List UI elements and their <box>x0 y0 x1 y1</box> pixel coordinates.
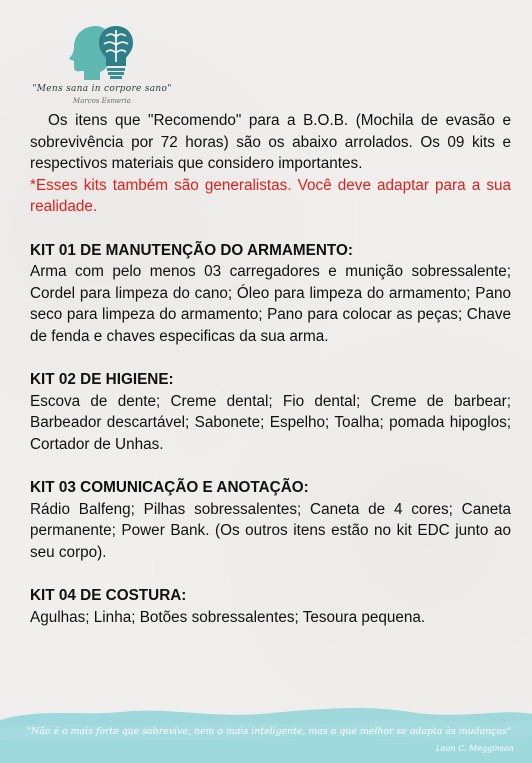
document-body <box>30 110 511 628</box>
intro-paragraph: Os itens que "Recomendo" para a B.O.B. (Mochila de evasão e sobrevivência por 72 horas) são os abaixo arrolados. Os 09 kits e respectivos materiais que considero importantes. <box>30 112 511 173</box>
footer-quote-author: Leon C. Megginson <box>435 744 514 753</box>
footer-quote: "Não é o mais forte que sobrevive, nem o mais inteligente, mas o que melhor se adapta às mudanças" <box>26 726 512 737</box>
kit-section-02 <box>30 369 511 455</box>
kit-items: Agulhas; Linha; Botões sobressalentes; Tesoura pequena. <box>30 608 426 626</box>
brain-head-icon <box>66 22 138 84</box>
logo <box>22 22 182 112</box>
kit-title: KIT 02 DE HIGIENE: <box>30 371 174 389</box>
kit-items: Arma com pelo menos 03 carregadores e munição sobressalente; Cordel para limpeza do cano; Óleo para limpeza do armamento; Pano seco para limpeza do armamento; Pano para colocar as peças; Chave de fenda e chaves especificas da sua arma. <box>30 263 511 345</box>
logo-motto: "Mens sana in corpore sano" <box>32 84 172 94</box>
kit-section-01 <box>30 240 511 348</box>
footer-banner <box>0 690 532 763</box>
kit-section-04 <box>30 585 511 628</box>
kit-title: KIT 01 DE MANUTENÇÃO DO ARMAMENTO: <box>30 241 353 259</box>
kit-title: KIT 04 DE COSTURA: <box>30 587 187 605</box>
logo-author: Marcos Esmeria <box>73 97 131 105</box>
kit-section-03 <box>30 477 511 563</box>
kit-items: Rádio Balfeng; Pilhas sobressalentes; Caneta de 4 cores; Caneta permanente; Power Bank. (Os outros itens estão no kit EDC junto ao seu corpo). <box>30 500 511 561</box>
kit-title: KIT 03 COMUNICAÇÃO E ANOTAÇÃO: <box>30 479 309 497</box>
kit-items: Escova de dente; Creme dental; Fio dental; Creme de barbear; Barbeador descartável; Sabonete; Espelho; Toalha; pomada hipoglos; Cortador de Unhas. <box>30 392 511 453</box>
warning-note: *Esses kits também são generalistas. Você deve adaptar para a sua realidade. <box>30 176 511 216</box>
